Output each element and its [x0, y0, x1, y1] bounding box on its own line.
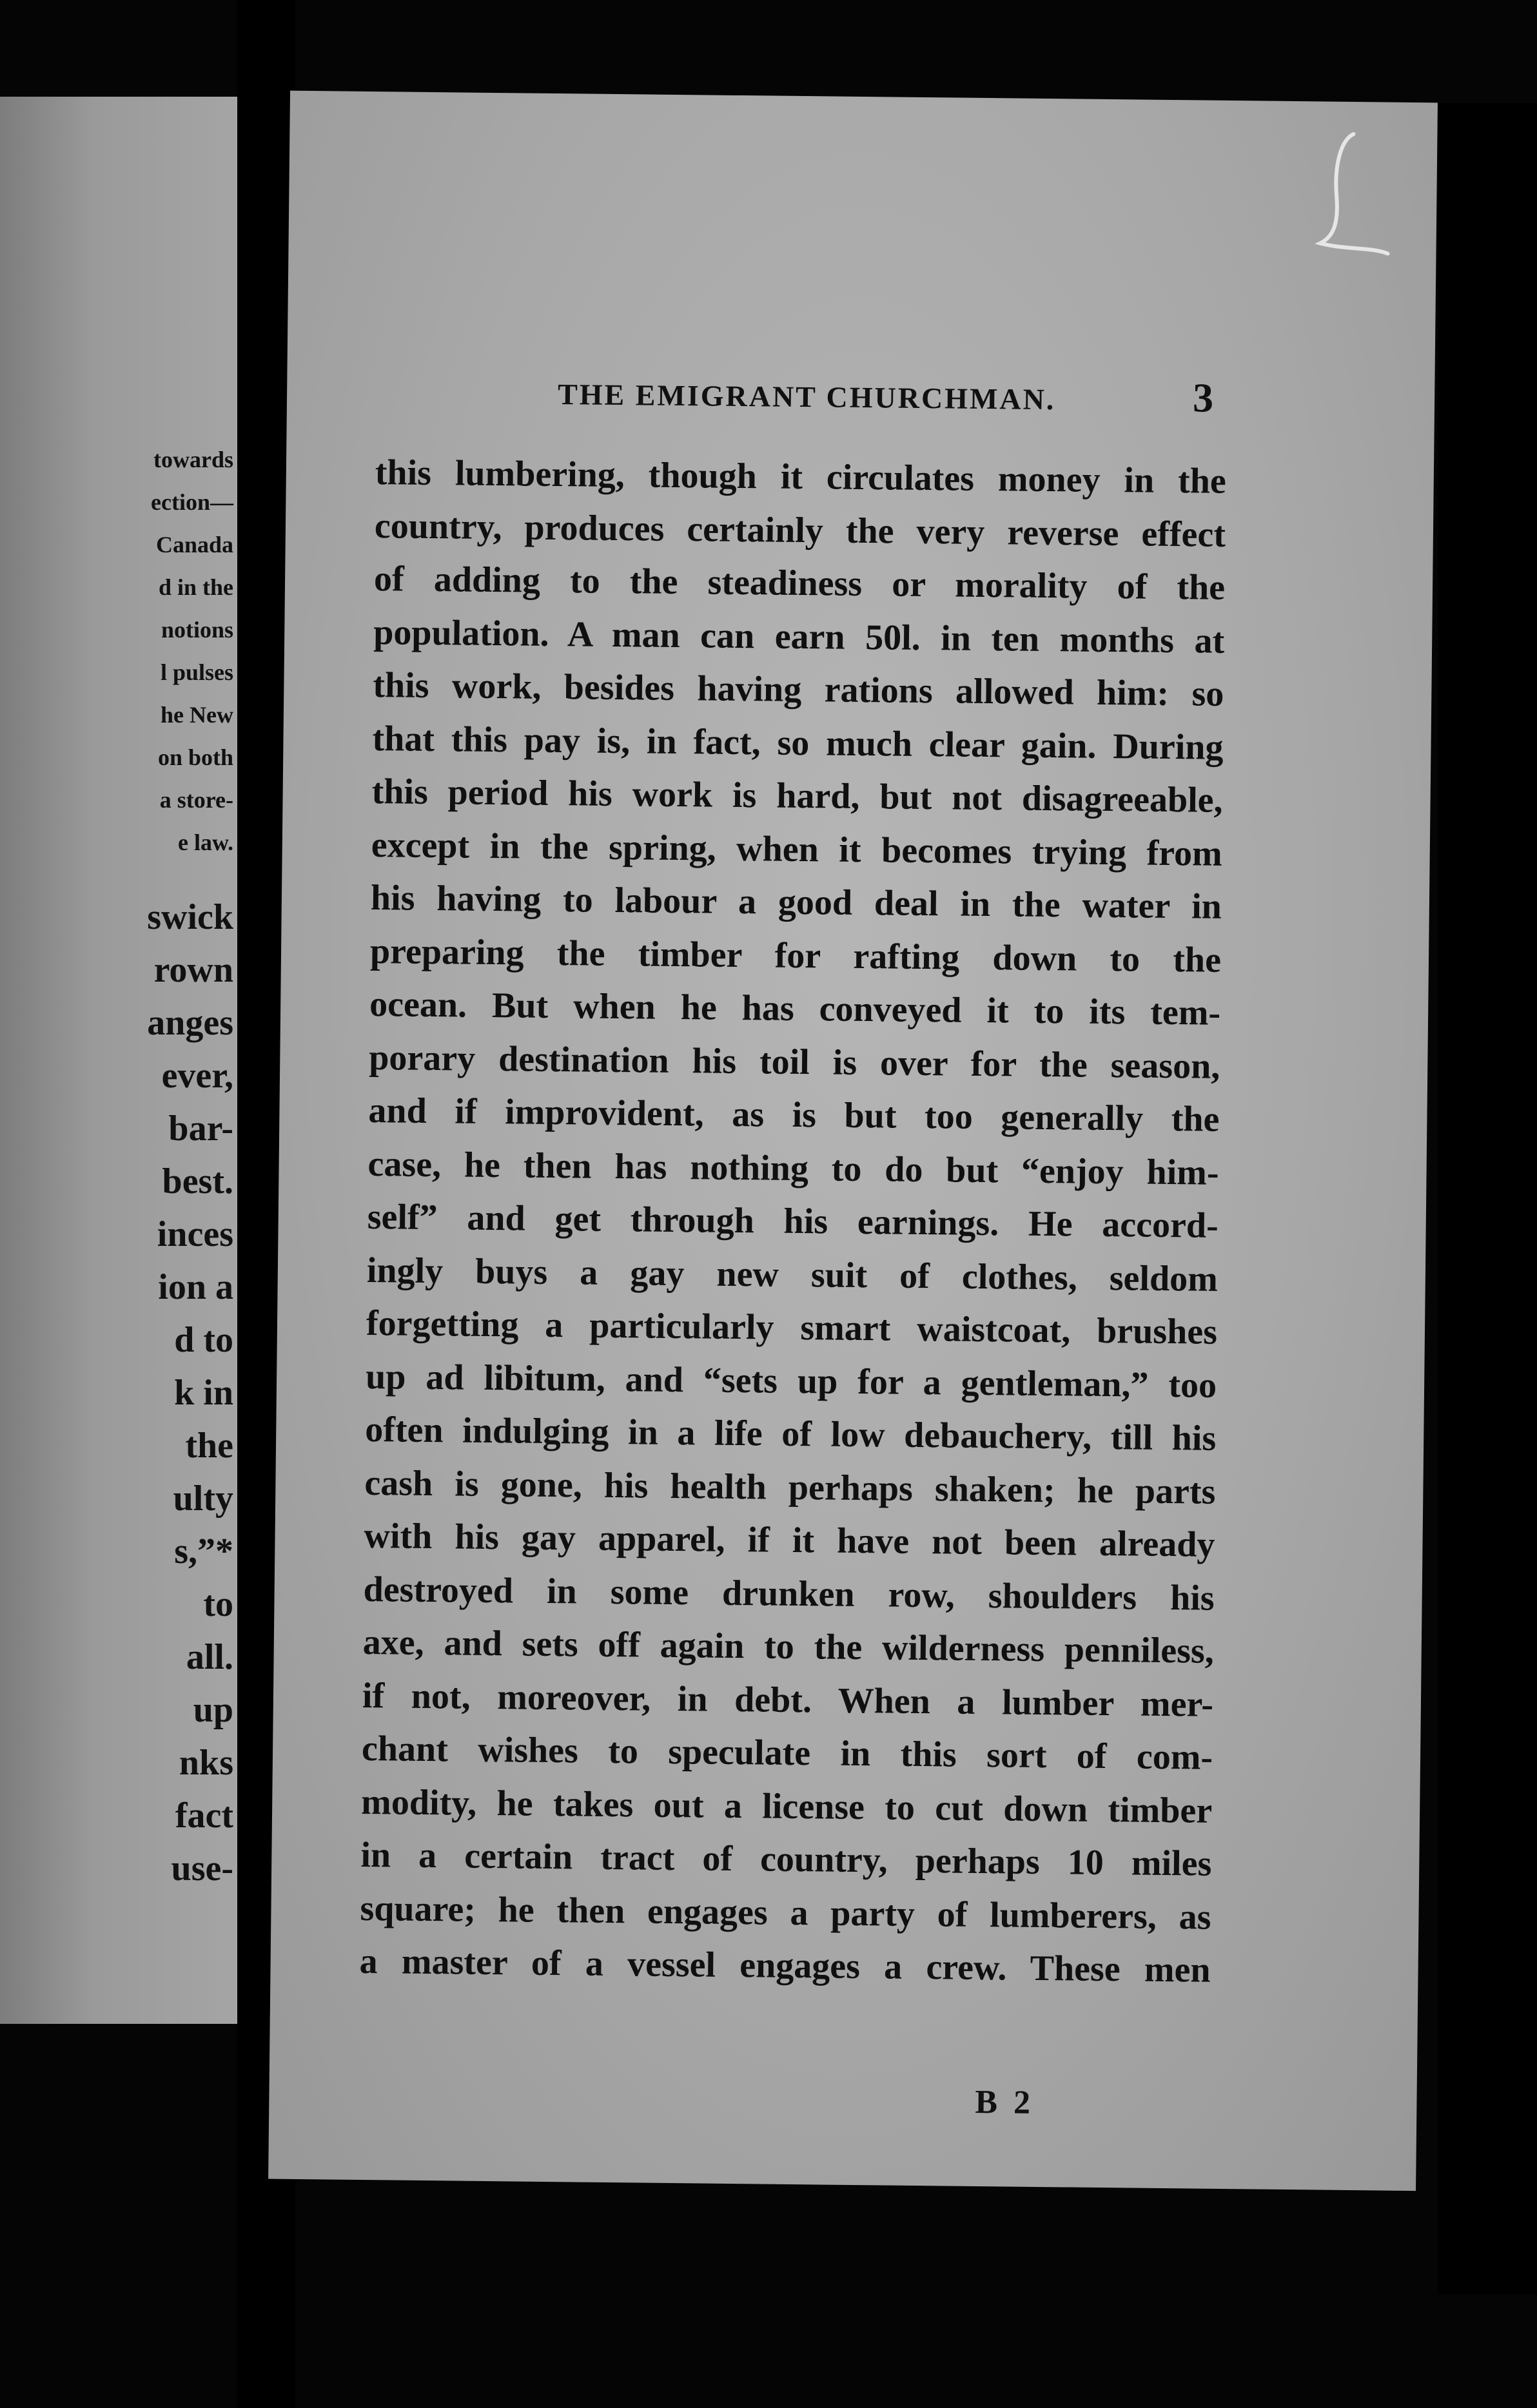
scan-border: [1438, 103, 1537, 2295]
body-line: case, he then has nothing to do but “enjoy him-: [367, 1143, 1219, 1193]
left-page-line: on both: [157, 744, 233, 770]
left-page-line: a store-: [159, 787, 233, 813]
body-line: preparing the timber for rafting down to the: [369, 931, 1222, 980]
left-page-line: best.: [162, 1161, 233, 1201]
body-text: [359, 446, 1226, 1997]
body-line: his having to labour a good deal in the water in: [370, 878, 1222, 927]
left-page-line: ion a: [158, 1267, 233, 1307]
body-line: that this pay is, in fact, so much clear gain. During: [372, 718, 1224, 768]
left-page-line: the: [185, 1426, 233, 1466]
running-head: THE EMIGRANT CHURCHMAN.: [557, 378, 1056, 416]
left-page-line: l pulses: [160, 659, 233, 685]
body-line: ingly buys a gay new suit of clothes, seldom: [366, 1250, 1219, 1299]
body-line: porary destination his toil is over for the season,: [369, 1037, 1220, 1087]
main-page: [268, 91, 1438, 2191]
left-page-line: swick: [147, 897, 233, 937]
body-line: this lumbering, though it circulates money in the: [375, 452, 1227, 501]
body-line: country, produces certainly the very reverse effect: [374, 505, 1226, 555]
body-line: modity, he takes out a license to cut down timber: [360, 1782, 1213, 1831]
left-page-line: he New: [161, 702, 233, 728]
left-page-line: use-: [171, 1849, 233, 1889]
body-line: of adding to the steadiness or morality of the: [373, 559, 1226, 608]
left-page-line: all.: [186, 1637, 233, 1677]
left-page-line: rown: [153, 950, 233, 990]
body-line: a master of a vessel engages a crew. These men: [359, 1941, 1211, 1990]
body-line: forgetting a particularly smart waistcoat, brushes: [366, 1303, 1218, 1352]
body-line: population. A man can earn 50l. in ten months at: [373, 612, 1225, 661]
body-line: square; he then engages a party of lumberers, as: [360, 1888, 1211, 1937]
body-line: in a certain tract of country, perhaps 10 miles: [360, 1834, 1212, 1884]
left-page-small-text: [151, 438, 233, 864]
left-page-line: towards: [153, 447, 233, 472]
body-line: up ad libitum, and “sets up for a gentleman,” too: [365, 1356, 1217, 1406]
signature-mark: B 2: [975, 2083, 1035, 2121]
left-page-line: d to: [174, 1320, 233, 1360]
body-line: this work, besides having rations allowed him: so: [373, 665, 1224, 714]
body-line: if not, moreover, in debt. When a lumber mer-: [362, 1675, 1214, 1725]
body-line: axe, and sets off again to the wilderness penniless,: [362, 1622, 1215, 1671]
left-page-line: e law.: [178, 830, 233, 855]
left-page-line: ever,: [161, 1056, 233, 1096]
body-line: destroyed in some drunken row, shoulders his: [363, 1569, 1215, 1618]
left-page-line: d in the: [158, 574, 233, 600]
left-page-line: nks: [179, 1743, 233, 1783]
body-line: chant wishes to speculate in this sort of com-: [361, 1728, 1213, 1778]
left-page-line: up: [193, 1690, 233, 1730]
body-line: often indulging in a life of low debauchery, till his: [364, 1410, 1217, 1459]
left-page-line: bar-: [168, 1109, 233, 1149]
body-line: ocean. But when he has conveyed it to its tem-: [369, 984, 1221, 1033]
body-line: with his gay apparel, if it have not been already: [364, 1516, 1215, 1565]
left-page-line: ection—: [151, 489, 233, 515]
body-line: this period his work is hard, but not disagreeable,: [371, 772, 1223, 820]
left-page-line: notions: [161, 617, 233, 643]
left-page-large-text: [147, 891, 233, 1895]
body-line: and if improvident, as is but too generally the: [368, 1091, 1220, 1140]
left-page-line: anges: [147, 1003, 233, 1043]
left-page-line: Canada: [155, 532, 233, 558]
body-line: self” and get through his earnings. He accord-: [367, 1197, 1219, 1246]
page-number: 3: [1192, 374, 1214, 421]
left-page-line: inces: [157, 1214, 233, 1254]
body-line: cash is gone, his health perhaps shaken; he parts: [364, 1462, 1216, 1512]
left-page-line: fact: [175, 1796, 233, 1836]
body-line: except in the spring, when it becomes trying from: [371, 824, 1223, 874]
left-page-line: ulty: [173, 1479, 233, 1519]
left-facing-page: [0, 97, 237, 2024]
left-page-line: s,”*: [174, 1531, 233, 1571]
corner-pencil-mark-icon: [1307, 127, 1398, 269]
left-page-line: to: [203, 1584, 233, 1624]
left-page-line: k in: [174, 1373, 233, 1413]
